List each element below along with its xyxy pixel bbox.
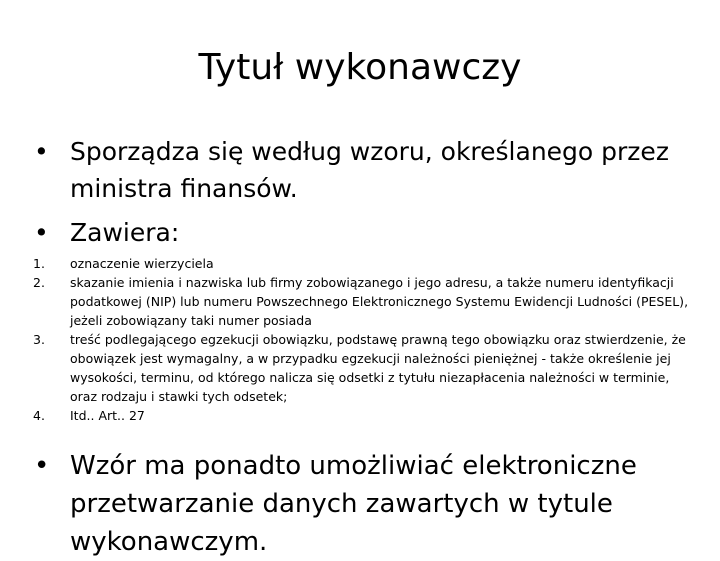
bullet-dot-icon: • bbox=[34, 218, 49, 247]
bullet-item bbox=[34, 214, 694, 251]
bullet-text: Wzór ma ponadto umożliwiać elektroniczne przetwarzanie danych zawartych w tytule wykonawczym. bbox=[70, 451, 637, 557]
list-item bbox=[8, 406, 708, 425]
bullet-text: Zawiera: bbox=[70, 218, 180, 247]
list-item bbox=[8, 330, 708, 406]
list-number: 4. bbox=[33, 408, 45, 423]
list-number: 1. bbox=[33, 256, 45, 271]
list-item bbox=[8, 254, 708, 273]
numbered-list bbox=[8, 254, 708, 425]
list-number: 3. bbox=[33, 332, 45, 347]
list-text: treść podlegającego egzekucji obowiązku, podstawę prawną tego obowiązku oraz stwierdzenie, że obowiązek jest wymagalny, a w przypadku egzekucji należności pieniężnej - także określenie jej wysokości, terminu, od którego nalicza się odsetki z tytułu niezapłacenia należności w terminie, oraz rodzaju i stawki tych odsetek; bbox=[70, 332, 686, 404]
slide-title: Tytuł wykonawczy bbox=[198, 47, 522, 88]
list-item bbox=[8, 273, 708, 330]
list-text: oznaczenie wierzyciela bbox=[70, 256, 214, 271]
list-text: Itd.. Art.. 27 bbox=[70, 408, 145, 423]
bullet-item bbox=[34, 447, 694, 561]
bullet-text: Sporządza się według wzoru, określanego przez ministra finansów. bbox=[70, 137, 669, 203]
bullet-dot-icon: • bbox=[34, 137, 49, 166]
bullet-dot-icon: • bbox=[34, 451, 50, 481]
list-number: 2. bbox=[33, 275, 45, 290]
bullet-item bbox=[34, 133, 694, 207]
list-text: skazanie imienia i nazwiska lub firmy zobowiązanego i jego adresu, a także numeru identyfikacji podatkowej (NIP) lub numeru Powszechnego Elektronicznego Systemu Ewidencji Ludności (PESEL), jeżeli zobowiązany taki numer posiada bbox=[70, 275, 689, 328]
